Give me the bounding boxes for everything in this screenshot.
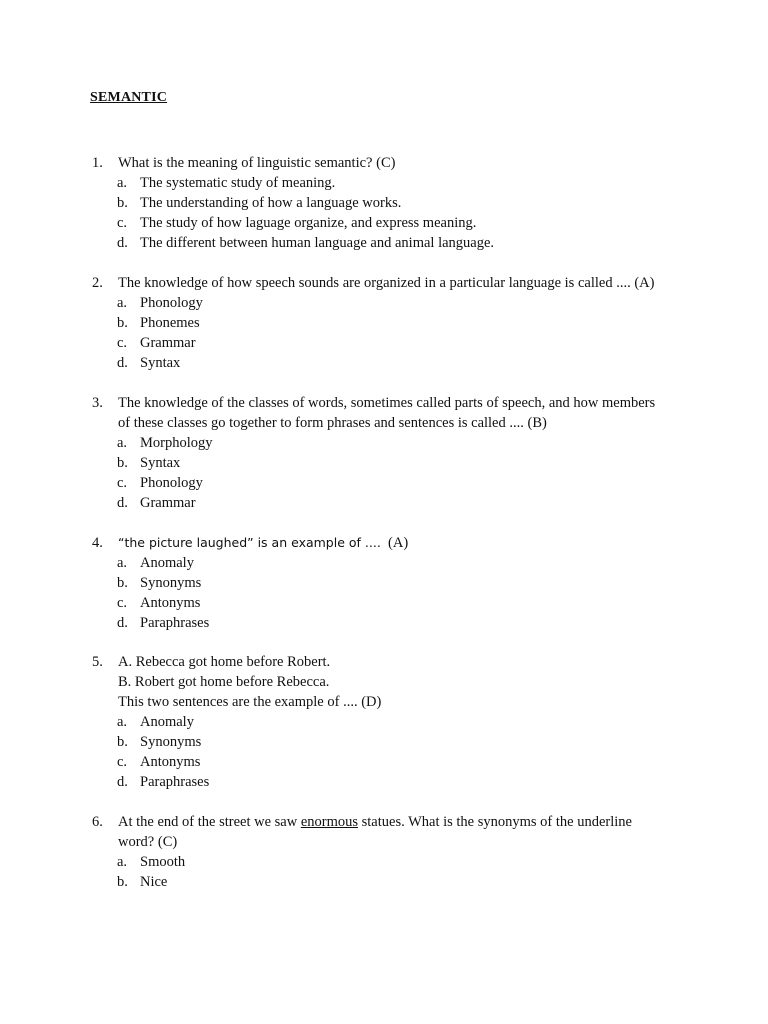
option-text: Grammar xyxy=(140,335,196,351)
question-number: 1. xyxy=(92,155,103,171)
option-text: Antonyms xyxy=(140,754,201,770)
option-text: Synonyms xyxy=(140,575,202,591)
option-letter: b. xyxy=(117,315,128,331)
option-letter: a. xyxy=(117,295,128,311)
question-stem: The knowledge of how speech sounds are organized in a particular language is called .... (A) xyxy=(118,275,655,291)
option-letter: b. xyxy=(117,874,128,890)
option-letter: d. xyxy=(117,235,128,251)
option-text: The different between human language and animal language. xyxy=(140,235,495,251)
option-text: Nice xyxy=(140,874,168,890)
option-text: The systematic study of meaning. xyxy=(140,175,336,191)
option-text: Grammar xyxy=(140,495,196,511)
option-text: Synonyms xyxy=(140,734,202,750)
option-letter: a. xyxy=(117,555,128,571)
option-letter: c. xyxy=(117,754,128,770)
question-stem-line: This two sentences are the example of .... (D) xyxy=(118,694,382,710)
option-letter: c. xyxy=(117,595,128,611)
option-letter: b. xyxy=(117,734,128,750)
option-letter: a. xyxy=(117,854,128,870)
option-text: Phonemes xyxy=(140,315,200,331)
question-stem-line: A. Rebecca got home before Robert. xyxy=(118,654,331,670)
option-text: Paraphrases xyxy=(140,774,210,790)
option-letter: a. xyxy=(117,714,128,730)
question-stem xyxy=(118,533,408,553)
question-number: 3. xyxy=(92,395,103,411)
question-stem-line: The knowledge of the classes of words, sometimes called parts of speech, and how members xyxy=(118,395,656,411)
option-text: Syntax xyxy=(140,455,181,471)
option-letter: c. xyxy=(117,215,128,231)
question-stem-line: of these classes go together to form phrases and sentences is called .... (B) xyxy=(118,415,547,431)
question-number: 6. xyxy=(92,814,103,830)
option-letter: d. xyxy=(117,495,128,511)
option-letter: a. xyxy=(117,435,128,451)
stem-pre: At the end of the street we saw xyxy=(118,814,301,830)
question-stem-line: word? (C) xyxy=(118,834,178,850)
option-letter: d. xyxy=(117,615,128,631)
option-text: Smooth xyxy=(140,854,186,870)
question-number: 5. xyxy=(92,654,103,670)
option-text: Morphology xyxy=(140,435,213,451)
option-letter: b. xyxy=(117,575,128,591)
option-letter: c. xyxy=(117,335,128,351)
option-text: Paraphrases xyxy=(140,615,210,631)
option-text: The understanding of how a language works. xyxy=(140,195,402,211)
option-text: Anomaly xyxy=(140,714,194,730)
page-title: SEMANTIC xyxy=(90,90,168,105)
question-stem: What is the meaning of linguistic semantic? (C) xyxy=(118,155,396,171)
option-text: Anomaly xyxy=(140,555,194,571)
stem-answer: (A) xyxy=(388,535,409,551)
option-text: Syntax xyxy=(140,355,181,371)
question-stem-line: B. Robert got home before Rebecca. xyxy=(118,674,330,690)
option-letter: b. xyxy=(117,455,128,471)
underlined-word: enormous xyxy=(300,814,358,830)
question-stem xyxy=(118,812,632,832)
option-letter: d. xyxy=(117,774,128,790)
option-text: Antonyms xyxy=(140,595,201,611)
option-letter: d. xyxy=(117,355,128,371)
stem-quote: “the picture laughed” is an example of .... xyxy=(118,535,381,550)
option-letter: b. xyxy=(117,195,128,211)
question-number: 4. xyxy=(92,535,103,551)
stem-post: statues. What is the synonyms of the underline xyxy=(358,814,632,830)
option-letter: a. xyxy=(117,175,128,191)
option-text: Phonology xyxy=(140,475,203,491)
option-text: Phonology xyxy=(140,295,203,311)
option-text: The study of how laguage organize, and express meaning. xyxy=(140,215,477,231)
question-number: 2. xyxy=(92,275,103,291)
option-letter: c. xyxy=(117,475,128,491)
